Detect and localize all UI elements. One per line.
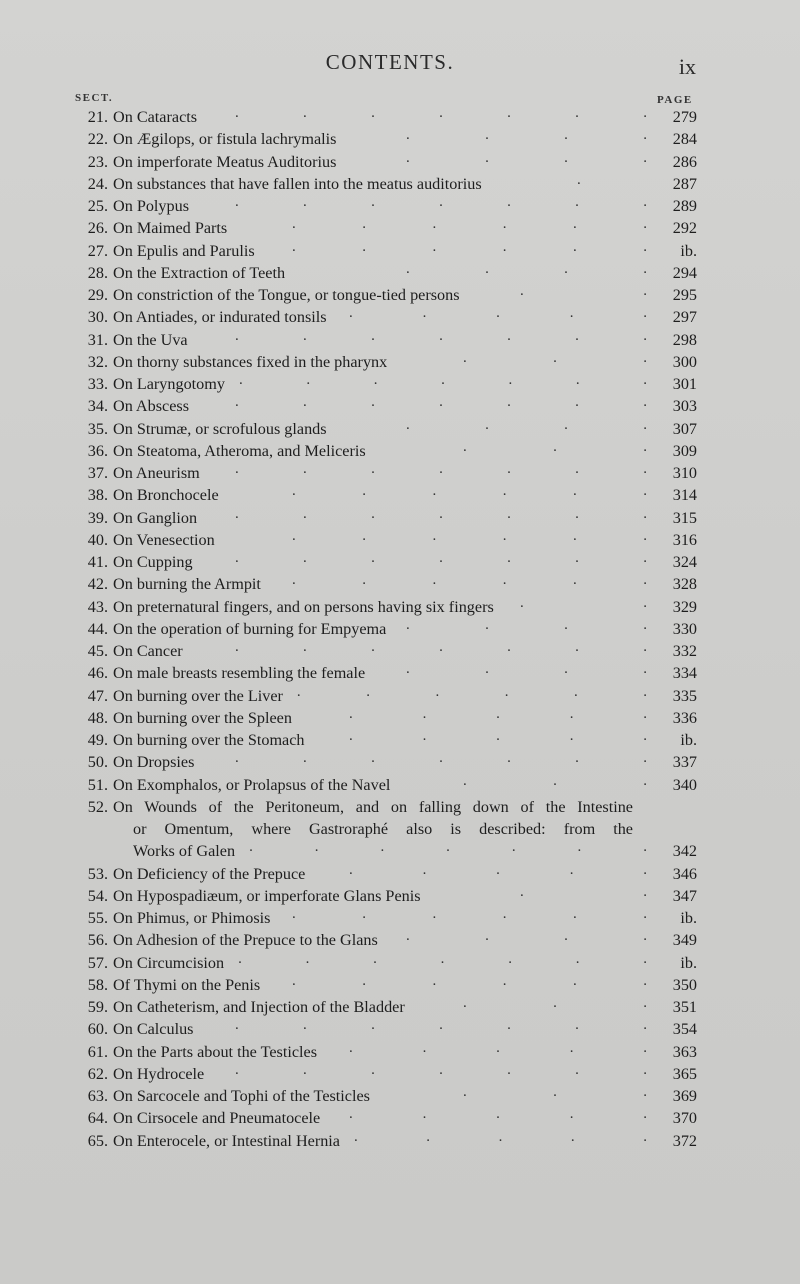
- toc-entry: [0, 151, 800, 173]
- dot-leader: . . . . . .: [296, 683, 647, 700]
- section-number: 25.: [87, 197, 108, 215]
- entry-title-line: On Polypus: [113, 197, 190, 215]
- entry-title-line: On Adhesion of the Prepuce to the Glans: [113, 931, 378, 950]
- entry-title-line: On Strumæ, or scrofulous glands: [113, 419, 327, 438]
- page-number: 286: [672, 152, 697, 171]
- page-number: 315: [672, 508, 697, 527]
- page-number: 297: [672, 308, 697, 327]
- section-number: 54.: [87, 886, 108, 905]
- page-number: 330: [672, 619, 697, 638]
- section-number: 58.: [87, 975, 108, 994]
- toc-entry: [0, 1130, 800, 1152]
- column-header-sect: SECT.: [75, 92, 114, 104]
- section-number: 64.: [87, 1109, 108, 1128]
- toc-entry: [0, 796, 800, 863]
- dot-leader: .: [577, 171, 581, 188]
- section-number: 41.: [87, 553, 108, 571]
- section-number: 47.: [87, 686, 108, 705]
- dot-leader: . . . .: [406, 149, 647, 166]
- dot-leader: . .: [520, 283, 647, 299]
- entry-title-line: On thorny substances fixed in the pharynx: [113, 352, 388, 371]
- dot-leader: . . . . . . .: [249, 839, 647, 856]
- entry-title-line: On preternatural fingers, and on persons having six fingers: [113, 597, 494, 616]
- dot-leader: . . . . . . .: [238, 950, 647, 967]
- dot-leader: . . . . .: [349, 705, 647, 722]
- dot-leader: . . . . . . .: [235, 194, 647, 210]
- entry-title-line: On Exomphalos, or Prolapsus of the Navel: [113, 775, 391, 794]
- entry-title-line: On Cirsocele and Pneumatocele: [113, 1109, 321, 1128]
- page-number: 346: [672, 864, 697, 883]
- section-number: 50.: [87, 753, 108, 772]
- section-number: 27.: [87, 241, 108, 260]
- dot-leader: . . . . . . .: [235, 461, 647, 477]
- page-number: 351: [672, 998, 697, 1016]
- dot-leader: . . . . . . .: [235, 750, 647, 767]
- entry-title-line: On Maimed Parts: [113, 219, 228, 238]
- page-number: 309: [672, 441, 697, 460]
- entry-title-line: On Cupping: [113, 553, 193, 571]
- entry-title-line: On Enterocele, or Intestinal Hernia: [113, 1131, 340, 1150]
- section-number: 59.: [87, 998, 108, 1016]
- page-number: 354: [672, 1020, 697, 1039]
- section-number: 33.: [87, 375, 108, 393]
- section-number: 65.: [87, 1131, 108, 1150]
- page-number: 329: [672, 597, 697, 616]
- toc-entry: [0, 395, 800, 417]
- entry-title-line: On constriction of the Tongue, or tongue-tied persons: [113, 286, 460, 304]
- page-number: 336: [672, 708, 697, 727]
- section-number: 36.: [87, 441, 108, 460]
- entry-title-line: On burning over the Spleen: [113, 708, 292, 727]
- page-number: 287: [672, 174, 697, 193]
- dot-leader: . . . . . .: [292, 572, 647, 589]
- entry-title-line: Works of Galen: [133, 842, 236, 861]
- dot-leader: . . . . . . .: [235, 105, 647, 121]
- entry-title-line: On Phimus, or Phimosis: [113, 909, 271, 927]
- page-number: 349: [672, 931, 697, 950]
- section-number: 53.: [87, 864, 108, 883]
- page-number: 314: [672, 486, 697, 505]
- page-number: 328: [672, 575, 697, 594]
- page-number: 363: [672, 1042, 697, 1061]
- section-number: 44.: [87, 619, 108, 638]
- toc-entry: [0, 751, 800, 773]
- page-number: 350: [672, 975, 697, 994]
- dot-leader: . . . . . . .: [235, 327, 647, 344]
- page-number: 301: [672, 375, 697, 393]
- dot-leader: . . . . . . .: [235, 505, 647, 522]
- section-number: 30.: [87, 308, 108, 327]
- dot-leader: . . . . .: [353, 1128, 647, 1145]
- entry-title-line: Of Thymi on the Penis: [113, 975, 261, 994]
- dot-leader: . . .: [463, 438, 647, 455]
- page-number: 295: [672, 286, 697, 304]
- entry-title-line: On Steatoma, Atheroma, and Meliceris: [113, 441, 366, 460]
- entry-title-line: On Sarcocele and Tophi of the Testicles: [113, 1087, 370, 1105]
- page-number: 334: [672, 664, 697, 683]
- page-number: 372: [672, 1131, 697, 1150]
- entry-title-line: On male breasts resembling the female: [113, 664, 366, 683]
- entry-title-line: On Deficiency of the Prepuce: [113, 864, 306, 883]
- entry-title-line: On Bronchocele: [113, 486, 219, 505]
- dot-leader: . . . .: [406, 661, 647, 678]
- entry-title-line: On Venesection: [113, 530, 215, 549]
- section-number: 56.: [87, 931, 108, 950]
- section-number: 32.: [87, 352, 108, 371]
- entry-title-line: On Calculus: [113, 1020, 194, 1039]
- toc-entry: [0, 596, 800, 618]
- section-number: 28.: [87, 263, 108, 282]
- dot-leader: . . . . . .: [292, 972, 647, 989]
- section-number: 52.: [87, 797, 108, 816]
- entry-title-line: On Hydrocele: [113, 1064, 205, 1083]
- page-number: 335: [672, 686, 697, 705]
- section-number: 22.: [87, 130, 108, 149]
- page-number: 310: [672, 464, 697, 482]
- section-number: 43.: [87, 597, 108, 616]
- entry-title-line: On Cancer: [113, 642, 183, 660]
- column-header-page: PAGE: [657, 94, 693, 106]
- toc-entry: [0, 240, 800, 262]
- dot-leader: . . . . . .: [292, 906, 647, 922]
- entry-title-line: On imperforate Meatus Auditorius: [113, 152, 337, 171]
- page-number: 298: [672, 330, 697, 349]
- dot-leader: . .: [520, 883, 647, 900]
- entry-title-line: On Dropsies: [113, 753, 195, 772]
- page-number: 347: [672, 886, 697, 905]
- toc-entry: [0, 573, 800, 595]
- page-number: 365: [672, 1064, 697, 1083]
- section-number: 37.: [87, 464, 108, 482]
- entry-title-line: On burning over the Liver: [113, 686, 283, 705]
- toc-entry: [0, 774, 800, 796]
- entry-title-line: On substances that have fallen into the meatus auditorius: [113, 174, 482, 193]
- section-number: 46.: [87, 664, 108, 683]
- entry-title-line: On the Parts about the Testicles: [113, 1042, 318, 1061]
- section-number: 60.: [87, 1020, 108, 1039]
- dot-leader: . . . . . . .: [235, 639, 647, 655]
- page-number: 279: [672, 108, 697, 126]
- page-number: 370: [672, 1109, 697, 1128]
- page-number: 292: [672, 219, 697, 238]
- contents-list: [0, 106, 800, 1152]
- dot-leader: . . . . . .: [292, 216, 647, 233]
- entry-title-line: On Aneurism: [113, 464, 200, 482]
- toc-entry: [0, 329, 800, 351]
- dot-leader: . . . . .: [349, 1106, 647, 1123]
- section-number: 42.: [87, 575, 108, 594]
- entry-title-line: On Wounds of the Peritoneum, and on falling down of the Intestine: [113, 797, 633, 816]
- section-number: 21.: [87, 108, 108, 126]
- page-number: 342: [672, 842, 697, 861]
- dot-leader: . . . .: [406, 616, 647, 633]
- section-number: 40.: [87, 530, 108, 549]
- section-number: 55.: [87, 909, 108, 927]
- dot-leader: . . . . . .: [292, 483, 647, 500]
- entry-title-line: On Hypospadiæum, or imperforate Glans Penis: [113, 886, 421, 905]
- toc-entry: [0, 262, 800, 284]
- page-title: CONTENTS.: [325, 50, 455, 74]
- section-number: 57.: [87, 953, 108, 972]
- toc-entry: [0, 1063, 800, 1085]
- toc-entry: [0, 128, 800, 150]
- page-number: 324: [672, 553, 697, 571]
- section-number: 62.: [87, 1064, 108, 1083]
- page-folio: ix: [678, 54, 696, 79]
- entry-title-line: On the Extraction of Teeth: [113, 263, 286, 282]
- page-number: 307: [672, 419, 697, 438]
- section-number: 23.: [87, 152, 108, 171]
- dot-leader: . . . .: [406, 127, 647, 144]
- page-number: ib.: [680, 731, 697, 749]
- entry-title-line: On Circumcision: [113, 953, 225, 972]
- page-number: 289: [672, 197, 697, 215]
- entry-title-line: On Ægilops, or fistula lachrymalis: [113, 130, 337, 149]
- section-number: 24.: [87, 174, 108, 193]
- section-number: 49.: [87, 731, 108, 749]
- dot-leader: . . .: [463, 772, 647, 789]
- page-number: ib.: [680, 241, 697, 260]
- entry-title-line: On Abscess: [113, 397, 189, 416]
- dot-leader: . . . . . .: [292, 238, 647, 255]
- dot-leader: . . .: [463, 995, 647, 1011]
- page-number: 369: [672, 1087, 697, 1105]
- dot-leader: . . . . .: [349, 728, 647, 744]
- dot-leader: . . . . . . .: [235, 1017, 647, 1034]
- page-number: 332: [672, 642, 697, 660]
- toc-entry: [0, 640, 800, 662]
- page-number: ib.: [680, 953, 697, 972]
- page-number: 300: [672, 352, 697, 371]
- dot-leader: . . . . .: [349, 305, 647, 322]
- dot-leader: . . . .: [406, 928, 647, 945]
- entry-title-line: On Antiades, or indurated tonsils: [113, 308, 327, 327]
- entry-title-line: On Epulis and Parulis: [113, 241, 255, 260]
- dot-leader: . . .: [463, 349, 647, 366]
- dot-leader: . . . . . . .: [235, 1061, 647, 1078]
- toc-entry: [0, 974, 800, 996]
- dot-leader: . . . . . .: [292, 527, 647, 544]
- toc-entry: [0, 418, 800, 440]
- section-number: 31.: [87, 330, 108, 349]
- page-number: 340: [672, 775, 697, 794]
- entry-title-line: On Catheterism, and Injection of the Bladder: [113, 998, 405, 1016]
- section-number: 29.: [87, 286, 108, 304]
- entry-title-line: On the operation of burning for Empyema: [113, 619, 387, 638]
- entry-title-line: On burning over the Stomach: [113, 731, 305, 749]
- dot-leader: . . . . .: [349, 861, 647, 878]
- dot-leader: . . . . . . .: [235, 394, 647, 411]
- page-number: 337: [672, 753, 697, 772]
- dot-leader: . . . . . . .: [238, 372, 647, 388]
- entry-title-line: On Laryngotomy: [113, 375, 225, 393]
- dot-leader: . . . .: [406, 416, 647, 433]
- section-number: 48.: [87, 708, 108, 727]
- page-number: 294: [672, 263, 697, 282]
- section-number: 63.: [87, 1087, 108, 1105]
- dot-leader: . . . . .: [349, 1039, 647, 1056]
- dot-leader: . . .: [463, 1084, 647, 1100]
- section-number: 39.: [87, 508, 108, 527]
- page-number: 284: [672, 130, 697, 149]
- toc-entry: [0, 907, 800, 929]
- entry-title-line: On the Uva: [113, 330, 188, 349]
- entry-title-line: On Cataracts: [113, 108, 198, 126]
- section-number: 45.: [87, 642, 108, 660]
- page-number: 316: [672, 530, 697, 549]
- dot-leader: . .: [520, 594, 647, 611]
- entry-title-line: On Ganglion: [113, 508, 198, 527]
- section-number: 34.: [87, 397, 108, 416]
- section-number: 35.: [87, 419, 108, 438]
- toc-entry: [0, 863, 800, 885]
- toc-entry: [0, 106, 800, 128]
- dot-leader: . . . . . . .: [235, 550, 647, 566]
- entry-title-line: On burning the Armpit: [113, 575, 261, 594]
- page-number: ib.: [680, 909, 697, 927]
- dot-leader: . . . .: [406, 260, 647, 277]
- section-number: 51.: [87, 775, 108, 794]
- entry-title-line: or Omentum, where Gastroraphé also is described: from the: [133, 820, 633, 838]
- section-number: 38.: [87, 486, 108, 505]
- page-number: 303: [672, 397, 697, 416]
- section-number: 61.: [87, 1042, 108, 1061]
- section-number: 26.: [87, 219, 108, 238]
